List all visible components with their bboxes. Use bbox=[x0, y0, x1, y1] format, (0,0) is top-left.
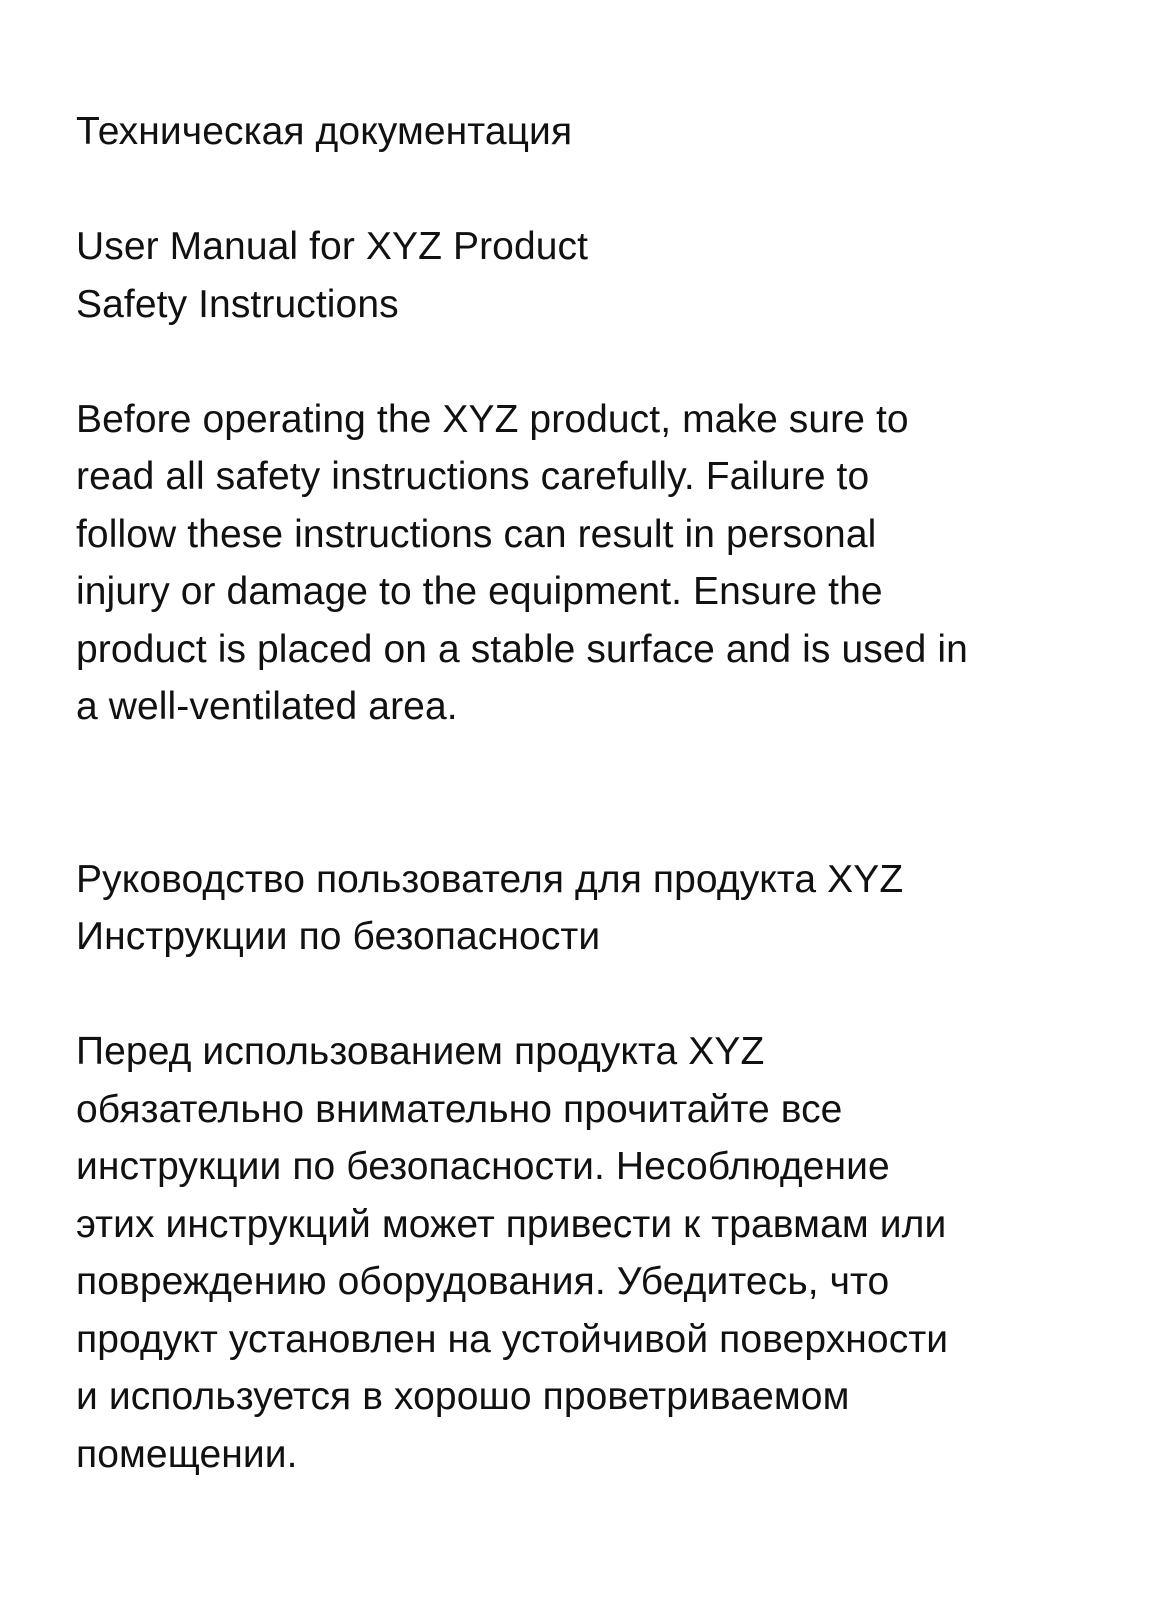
russian-body bbox=[76, 1023, 1116, 1483]
english-body-line: a well-ventilated area. bbox=[76, 685, 458, 728]
russian-body-line: помещении. bbox=[76, 1432, 298, 1476]
russian-body-line: инструкции по безопасности. Несоблюдение bbox=[76, 1145, 890, 1188]
russian-body-line: повреждению оборудования. Убедитесь, что bbox=[76, 1260, 890, 1303]
spacer bbox=[76, 333, 1116, 391]
english-title: User Manual for XYZ Product bbox=[76, 225, 589, 268]
document-page bbox=[76, 103, 1116, 1483]
russian-body-line: обязательно внимательно прочитайте все bbox=[76, 1087, 843, 1131]
english-body-line: product is placed on a stable surface and is used in bbox=[76, 627, 968, 671]
russian-section bbox=[76, 851, 1116, 1484]
english-body-line: follow these instructions can result in personal bbox=[76, 512, 877, 556]
russian-body-line: и используется в хорошо проветриваемом bbox=[76, 1375, 850, 1418]
english-section bbox=[76, 218, 1116, 736]
russian-subtitle: Инструкции по безопасности bbox=[76, 915, 601, 958]
russian-body-line: этих инструкций может привести к травмам или bbox=[76, 1202, 947, 1246]
spacer bbox=[76, 161, 1116, 219]
english-body bbox=[76, 391, 1116, 736]
english-body-line: read all safety instructions carefully. Failure to bbox=[76, 455, 870, 498]
russian-title: Руководство пользователя для продукта XYZ bbox=[76, 857, 904, 901]
english-body-line: injury or damage to the equipment. Ensure the bbox=[76, 570, 883, 613]
spacer bbox=[76, 736, 1116, 851]
russian-body-line: Перед использованием продукта XYZ bbox=[76, 1030, 765, 1073]
english-subtitle: Safety Instructions bbox=[76, 282, 399, 326]
russian-body-line: продукт установлен на устойчивой поверхности bbox=[76, 1317, 949, 1361]
spacer bbox=[76, 966, 1116, 1024]
english-body-line: Before operating the XYZ product, make sure to bbox=[76, 397, 909, 441]
document-header: Техническая документация bbox=[76, 110, 573, 153]
